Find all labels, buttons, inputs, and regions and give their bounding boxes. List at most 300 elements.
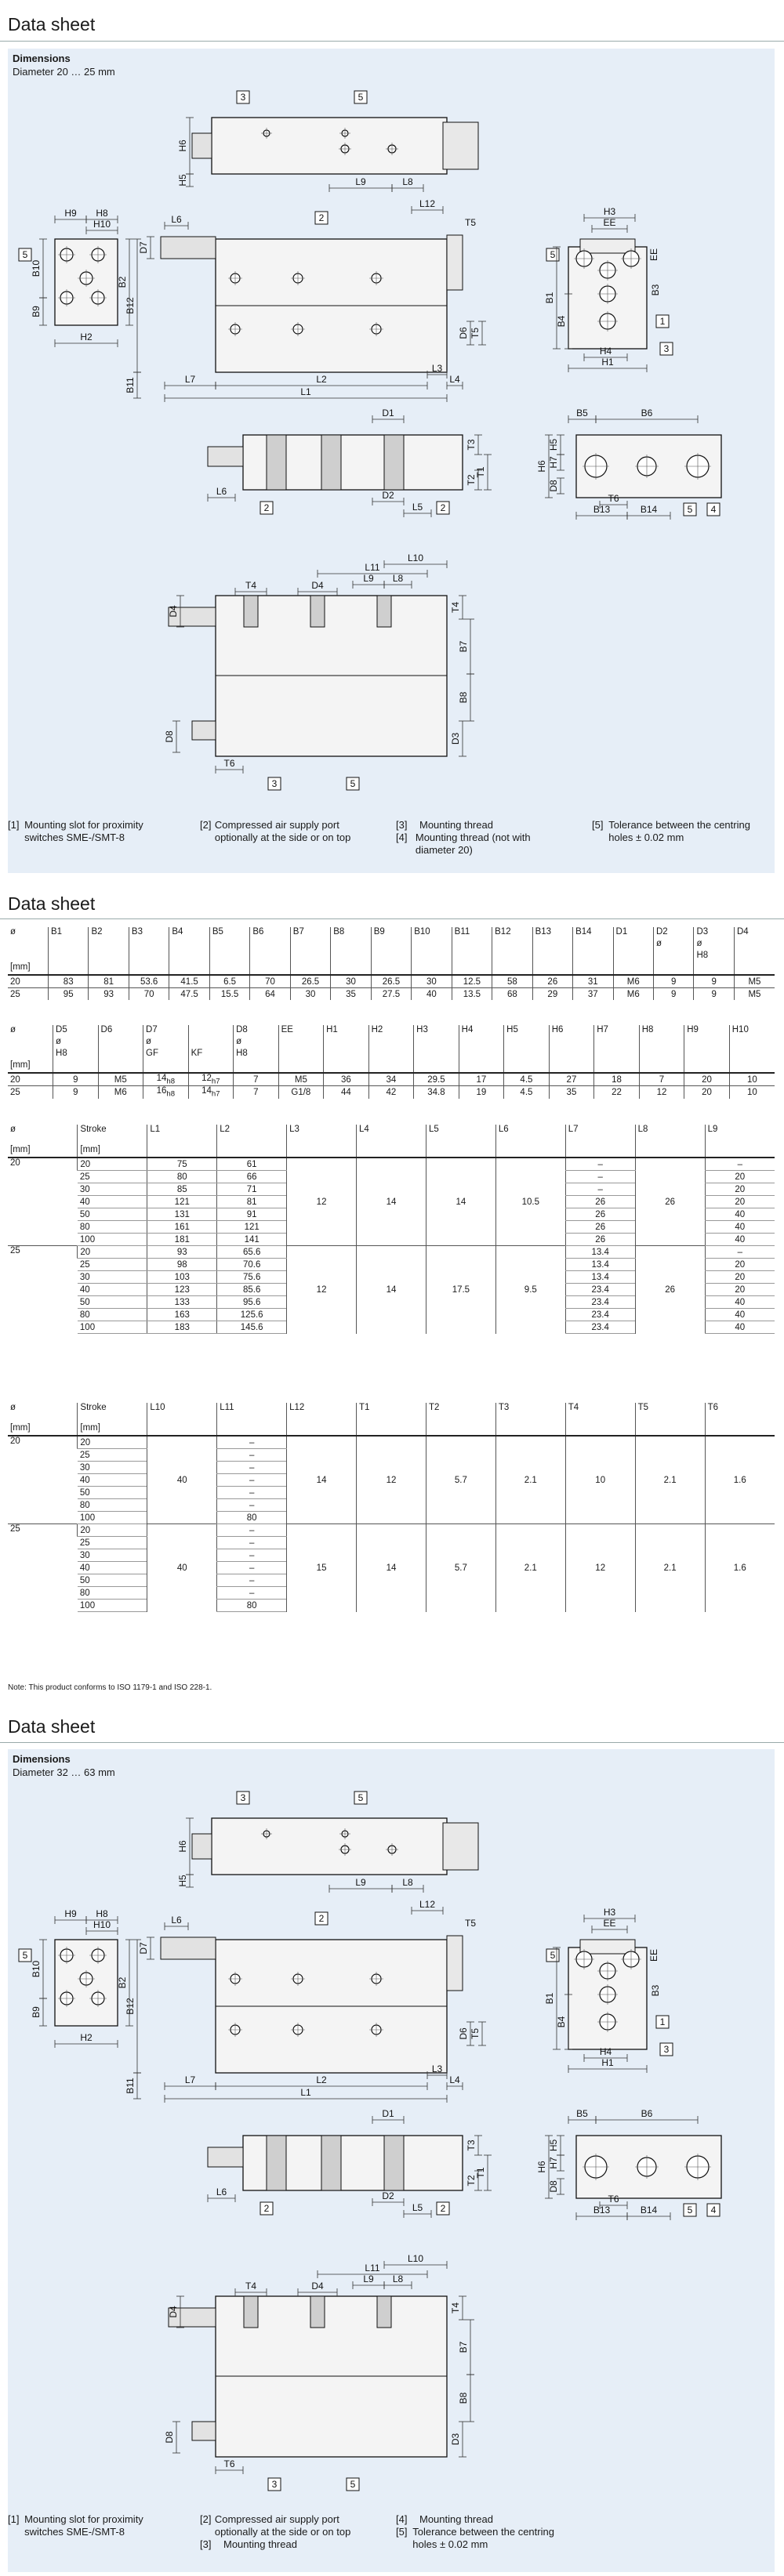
dimension-label: H10 (93, 1919, 111, 1930)
dimension-label: L9 (355, 176, 366, 187)
footnote-text: Tolerance between the centring holes ± 0.02 mm (412, 2526, 554, 2550)
table-cell: B12 (492, 927, 532, 939)
dimension-label: T2 (466, 474, 477, 486)
table-cell: 2.1 (495, 1436, 565, 1524)
footnote-text: Tolerance between the centring holes ± 0.02 mm (608, 819, 750, 843)
table-cell: 25 (8, 1524, 78, 1612)
table-cell: 64 (250, 988, 290, 1001)
table-cell: H2 (368, 1025, 414, 1037)
piston-rod (192, 133, 212, 158)
table-cell: L4 (357, 1125, 426, 1145)
table-cell: 20 (705, 1171, 775, 1183)
table-cell: L3 (287, 1125, 357, 1145)
table-cell: D5 (53, 1025, 99, 1037)
dimension-label: H10 (93, 219, 111, 230)
table-cell: 14 (287, 1436, 357, 1524)
table-cell: 20 (705, 1259, 775, 1271)
table-cell: 83 (48, 975, 88, 988)
callout-number: 5 (687, 2205, 693, 2216)
table-cell: B8 (331, 927, 371, 939)
end-cap (443, 1823, 478, 1870)
dimension-label: B13 (593, 504, 611, 515)
table-cell: M6 (613, 975, 653, 988)
table-cell: – (565, 1171, 635, 1183)
table-cell: H6 (549, 1025, 594, 1037)
table-cell: L5 (426, 1125, 495, 1145)
table-cell: 30 (78, 1549, 147, 1562)
table-cell: L2 (217, 1125, 287, 1145)
table-cell: 61 (217, 1158, 287, 1171)
table-cell: 10 (729, 1086, 775, 1099)
footnote-text: Compressed air supply port optionally at the side or on top (214, 819, 351, 843)
table-cell: 20 (705, 1196, 775, 1208)
table-cell (705, 1145, 775, 1158)
dimension-label: B8 (458, 2392, 469, 2404)
table-cell: 20 (78, 1524, 147, 1537)
table-cell: 22 (594, 1086, 640, 1099)
table-cell (532, 951, 572, 962)
table-cell (250, 951, 290, 962)
table-cell (729, 1037, 775, 1049)
table-cell: – (217, 1487, 287, 1499)
table-cell (504, 1060, 550, 1073)
dimension-label: L12 (419, 198, 436, 209)
table-cell (89, 951, 129, 962)
table-cell: EE (278, 1025, 324, 1037)
table-cell: 121 (217, 1221, 287, 1234)
table-cell: 58 (492, 975, 532, 988)
table-cell: 1.6 (705, 1524, 775, 1612)
footnote-item (200, 819, 380, 844)
table-cell (654, 962, 694, 975)
table-cell (459, 1060, 504, 1073)
table-cell: 100 (78, 1321, 147, 1334)
table-cell: 80 (217, 1512, 287, 1524)
footnote-item (8, 2513, 180, 2538)
table-cell (504, 1049, 550, 1060)
table-cell: H8 (694, 951, 734, 962)
threaded-bore (321, 2136, 341, 2190)
table-cell: 2.1 (635, 1436, 705, 1524)
table-cell (492, 951, 532, 962)
table-cell (635, 1145, 705, 1158)
table-cell: L8 (635, 1125, 705, 1145)
table-cell: 141 (217, 1234, 287, 1246)
footnote-text: Mounting thread (419, 2513, 493, 2525)
dimension-label: H1 (601, 357, 614, 368)
table-cell: 13.4 (565, 1271, 635, 1284)
dimension-label: H4 (599, 2046, 612, 2057)
table-cell: M5 (278, 1073, 324, 1086)
dimension-drawing-1 (8, 86, 775, 807)
table-cell: – (217, 1474, 287, 1487)
table-cell: 20 (8, 1073, 53, 1086)
table-cell: 26 (635, 1158, 705, 1246)
dimension-label: H5 (548, 438, 559, 451)
table-cell: H8 (53, 1049, 99, 1060)
table-cell (371, 939, 411, 951)
dimension-label: B4 (556, 2016, 567, 2028)
table-row (8, 1158, 775, 1171)
dimension-label: T4 (450, 2302, 461, 2314)
table-cell (734, 939, 775, 951)
table-cell (639, 1037, 684, 1049)
dimension-label: H2 (80, 332, 93, 342)
dimension-label: T1 (475, 2167, 486, 2179)
dimensions-subtitle: Diameter 32 … 63 mm (13, 1766, 115, 1778)
footnote-number: [5] (592, 819, 604, 831)
threaded-bore (377, 2296, 391, 2328)
table-cell: B5 (209, 927, 249, 939)
dimension-label: L7 (184, 2074, 196, 2085)
piston-rod (161, 1937, 216, 1959)
table-cell (729, 1060, 775, 1073)
table-cell: 93 (147, 1246, 217, 1259)
table-cell (426, 1423, 495, 1436)
dimension-label: B6 (641, 408, 653, 418)
dimension-label: L6 (171, 1915, 182, 1926)
table-cell: B3 (129, 927, 169, 939)
dimension-label: L10 (407, 553, 424, 563)
callout-number: 5 (550, 249, 556, 260)
table-cell: 30 (290, 988, 330, 1001)
table-cell (532, 962, 572, 975)
table-cell: ø (10, 1025, 16, 1034)
table-cell: 34.8 (414, 1086, 459, 1099)
table-cell (613, 951, 653, 962)
table-cell: ø (10, 927, 16, 937)
table-cell: $14_{h8}$ (143, 1073, 189, 1086)
threaded-bore (377, 596, 391, 627)
table-cell (684, 1060, 730, 1073)
dimension-label: B1 (544, 292, 555, 304)
table-cell: – (217, 1499, 287, 1512)
table-cell: 125.6 (217, 1309, 287, 1321)
slide-body (212, 1818, 447, 1875)
dimension-label: B10 (31, 259, 42, 277)
table-cell: 93 (89, 988, 129, 1001)
footnote-item (396, 819, 561, 831)
table-row (8, 1246, 775, 1259)
dimensions-heading: Dimensions (13, 1753, 71, 1765)
table-cell (368, 1060, 414, 1073)
table-cell (613, 962, 653, 975)
table-cell: 25 (10, 1087, 20, 1097)
table-cell: 95 (48, 988, 88, 1001)
dimension-label: D4 (168, 2306, 179, 2318)
end-plate (447, 235, 463, 290)
table-cell: 27.5 (371, 988, 411, 1001)
dimension-label: H4 (599, 346, 612, 357)
table-cell: 161 (147, 1221, 217, 1234)
footnote-item (200, 2538, 380, 2551)
dimension-label: B4 (556, 315, 567, 328)
table-cell: [mm] (78, 1145, 147, 1158)
table-cell: B10 (412, 927, 452, 939)
callout-number: 5 (358, 92, 364, 103)
dimension-label: L10 (407, 2253, 424, 2264)
dimension-label: B6 (641, 2108, 653, 2119)
table-cell (290, 939, 330, 951)
table-cell: H9 (684, 1025, 730, 1037)
table-cell: 42 (368, 1086, 414, 1099)
table-cell: 75.6 (217, 1271, 287, 1284)
table-header-row (8, 1403, 775, 1423)
table-cell: 1.6 (705, 1436, 775, 1524)
threaded-bore (310, 596, 325, 627)
table-cell: 50 (78, 1487, 147, 1499)
dimension-label: D7 (138, 241, 149, 254)
table-cell: 14 (426, 1158, 495, 1246)
dimension-label: T5 (464, 1918, 477, 1929)
dimension-label: B1 (544, 1992, 555, 2005)
table-cell (278, 1049, 324, 1060)
table-cell: – (217, 1562, 287, 1574)
dimension-label: H6 (536, 2161, 547, 2173)
table-cell: 10 (565, 1436, 635, 1524)
table-cell: 20 (10, 1437, 20, 1446)
table-cell (169, 962, 209, 975)
dimension-label: B13 (593, 2205, 611, 2216)
table-cell: 20 (8, 975, 48, 988)
footnote-number: [5] (396, 2526, 408, 2538)
dimension-label: L3 (431, 2063, 443, 2074)
threaded-bore (244, 596, 258, 627)
table-cell (278, 1060, 324, 1073)
table-cell: 23.4 (565, 1321, 635, 1334)
tolerance-subscript: h7 (211, 1089, 220, 1099)
table-cell (573, 939, 613, 951)
dimension-label: T5 (470, 327, 481, 339)
table-cell (250, 939, 290, 951)
table-cell: 40 (147, 1436, 217, 1524)
table-cell (188, 1025, 234, 1037)
dimension-label: L8 (402, 176, 413, 187)
table-cell: B7 (290, 927, 330, 939)
table-cell: 30 (78, 1462, 147, 1474)
dimension-label: H9 (64, 1908, 77, 1919)
table-cell (414, 1037, 459, 1049)
table-cell (414, 1049, 459, 1060)
callout-number: 3 (271, 2479, 278, 2490)
table-cell (565, 1423, 635, 1436)
table-cell: 13.4 (565, 1259, 635, 1271)
table-cell: B14 (573, 927, 613, 939)
table-cell: 68 (492, 988, 532, 1001)
slide-body (212, 118, 447, 174)
dimension-label: D8 (164, 2431, 175, 2444)
table-cell: 100 (78, 1512, 147, 1524)
table-cell: 30 (78, 1271, 147, 1284)
dimension-label: D6 (458, 327, 469, 339)
dimension-label: T6 (223, 758, 235, 769)
table-cell (324, 1049, 369, 1060)
table-cell: M5 (98, 1073, 143, 1086)
table-cell: T4 (565, 1403, 635, 1423)
dimension-label: B5 (576, 2108, 588, 2119)
table-cell: L9 (705, 1125, 775, 1145)
table-cell (147, 1423, 217, 1436)
tolerance-subscript: h7 (211, 1077, 220, 1086)
table-cell: [mm] (8, 962, 48, 975)
table-cell: 40 (705, 1208, 775, 1221)
table-cell (129, 962, 169, 975)
table-cell: 9 (654, 988, 694, 1001)
table-cell (371, 962, 411, 975)
table-cell: 7 (639, 1073, 684, 1086)
dimension-label: D4 (168, 605, 179, 618)
table-cell: 12 (565, 1524, 635, 1612)
callout-number: 2 (318, 1913, 325, 1924)
callout-number: 5 (350, 778, 356, 789)
table-cell: 183 (147, 1321, 217, 1334)
table-cell: $12_{h7}$ (188, 1073, 234, 1086)
table-cell: 26 (565, 1208, 635, 1221)
table-cell (217, 1145, 287, 1158)
table-cell: B4 (169, 927, 209, 939)
table-cell (324, 1037, 369, 1049)
table-cell: 17.5 (426, 1246, 495, 1334)
section-title-3: Data sheet (8, 1716, 96, 1737)
table-cell: 26 (565, 1221, 635, 1234)
table-cell (684, 1037, 730, 1049)
table-cell: – (217, 1587, 287, 1600)
port-boss (580, 1940, 635, 1954)
table-cell: L7 (565, 1125, 635, 1145)
table-cell: 85.6 (217, 1284, 287, 1296)
table-header-row (8, 939, 775, 951)
piston-rod (208, 447, 243, 466)
table-header-row (8, 1025, 775, 1037)
table-header-row (8, 1145, 775, 1158)
footnote-item (592, 819, 764, 844)
table-cell: 20 (705, 1183, 775, 1196)
table-cell: [mm] (78, 1423, 147, 1436)
table-cell: 81 (217, 1196, 287, 1208)
piston-rod (161, 237, 216, 259)
dimension-label: D2 (382, 2190, 394, 2201)
table-cell (147, 1145, 217, 1158)
dimension-label: B11 (125, 377, 136, 393)
end-plate (447, 1936, 463, 1991)
table-cell (492, 962, 532, 975)
table-cell: ø (234, 1037, 279, 1049)
table-cell: 40 (705, 1321, 775, 1334)
table-cell (412, 962, 452, 975)
table-cell (495, 1423, 565, 1436)
table-cell: 31 (573, 975, 613, 988)
table-cell: B9 (371, 927, 411, 939)
table-cell (278, 1037, 324, 1049)
table-cell: 9 (654, 975, 694, 988)
table-cell: 18 (594, 1073, 640, 1086)
table-cell: 40 (78, 1562, 147, 1574)
callout-number: 1 (659, 2016, 666, 2027)
dimension-label: D7 (138, 1942, 149, 1955)
table-cell: 53.6 (129, 975, 169, 988)
table-dimensions-l-t (8, 1403, 775, 1612)
table-cell: 40 (705, 1234, 775, 1246)
dimension-label: L9 (355, 1877, 366, 1888)
table-cell: – (217, 1449, 287, 1462)
table-cell: [mm] (8, 1060, 53, 1073)
table-cell (495, 1145, 565, 1158)
table-cell: 44 (324, 1086, 369, 1099)
table-cell: 145.6 (217, 1321, 287, 1334)
table-cell: 40 (78, 1196, 147, 1208)
end-cap (443, 122, 478, 169)
table-cell (459, 1037, 504, 1049)
table-cell: 70.6 (217, 1259, 287, 1271)
table-dimensions-b-d (8, 927, 775, 1000)
table-cell: 14 (357, 1524, 426, 1612)
dimension-label: L4 (449, 2074, 460, 2085)
table-cell: 25 (8, 1246, 78, 1334)
footnote-item (8, 819, 180, 844)
table-cell: H7 (594, 1025, 640, 1037)
table-cell: GF (143, 1049, 189, 1060)
dimension-label: L6 (216, 2187, 227, 2197)
table-cell: 20 (78, 1158, 147, 1171)
table-cell: T2 (426, 1403, 495, 1423)
dimension-label: EE (603, 217, 616, 228)
dimension-label: B12 (125, 1998, 136, 2015)
dimension-label: T6 (608, 493, 619, 504)
table-cell (209, 951, 249, 962)
dimension-drawing-3 (8, 1787, 775, 2508)
table-cell: 26 (565, 1234, 635, 1246)
table-cell: 133 (147, 1296, 217, 1309)
table-cell (8, 939, 48, 951)
table-cell: 41.5 (169, 975, 209, 988)
table-cell: 4.5 (504, 1073, 550, 1086)
dimension-label: H2 (80, 2032, 93, 2043)
dimension-label: H5 (177, 174, 188, 187)
table-cell: 36 (324, 1073, 369, 1086)
table-cell: ø (654, 939, 694, 951)
table-cell (694, 962, 734, 975)
dimension-label: EE (648, 248, 659, 262)
dimension-label: EE (648, 1948, 659, 1962)
dimension-label: B14 (640, 504, 658, 515)
table-cell: 19 (459, 1086, 504, 1099)
table-cell (549, 1037, 594, 1049)
dimension-label: T5 (464, 217, 477, 228)
table-cell: 26 (635, 1246, 705, 1334)
dimension-label: T4 (245, 2281, 257, 2292)
dimension-label: D8 (548, 480, 559, 492)
table-cell: 80 (78, 1309, 147, 1321)
callout-number: 3 (240, 92, 246, 103)
dimension-label: L1 (300, 386, 311, 397)
dimension-label: B11 (125, 2078, 136, 2094)
table-header-row (8, 1125, 775, 1145)
table-cell: T1 (357, 1403, 426, 1423)
dimension-label: B10 (31, 1960, 42, 1978)
footnote-number: [2] (200, 819, 212, 831)
dimension-label: L8 (402, 1877, 413, 1888)
dimension-label: EE (603, 1918, 616, 1929)
table-cell: – (217, 1549, 287, 1562)
dimension-label: B7 (458, 640, 469, 653)
table-cell: 123 (147, 1284, 217, 1296)
dimension-label: L4 (449, 374, 460, 385)
table-cell (371, 951, 411, 962)
dimension-label: D4 (311, 2281, 324, 2292)
table-cell (639, 1049, 684, 1060)
callout-number: 2 (263, 502, 270, 513)
table-cell: 40 (147, 1524, 217, 1612)
